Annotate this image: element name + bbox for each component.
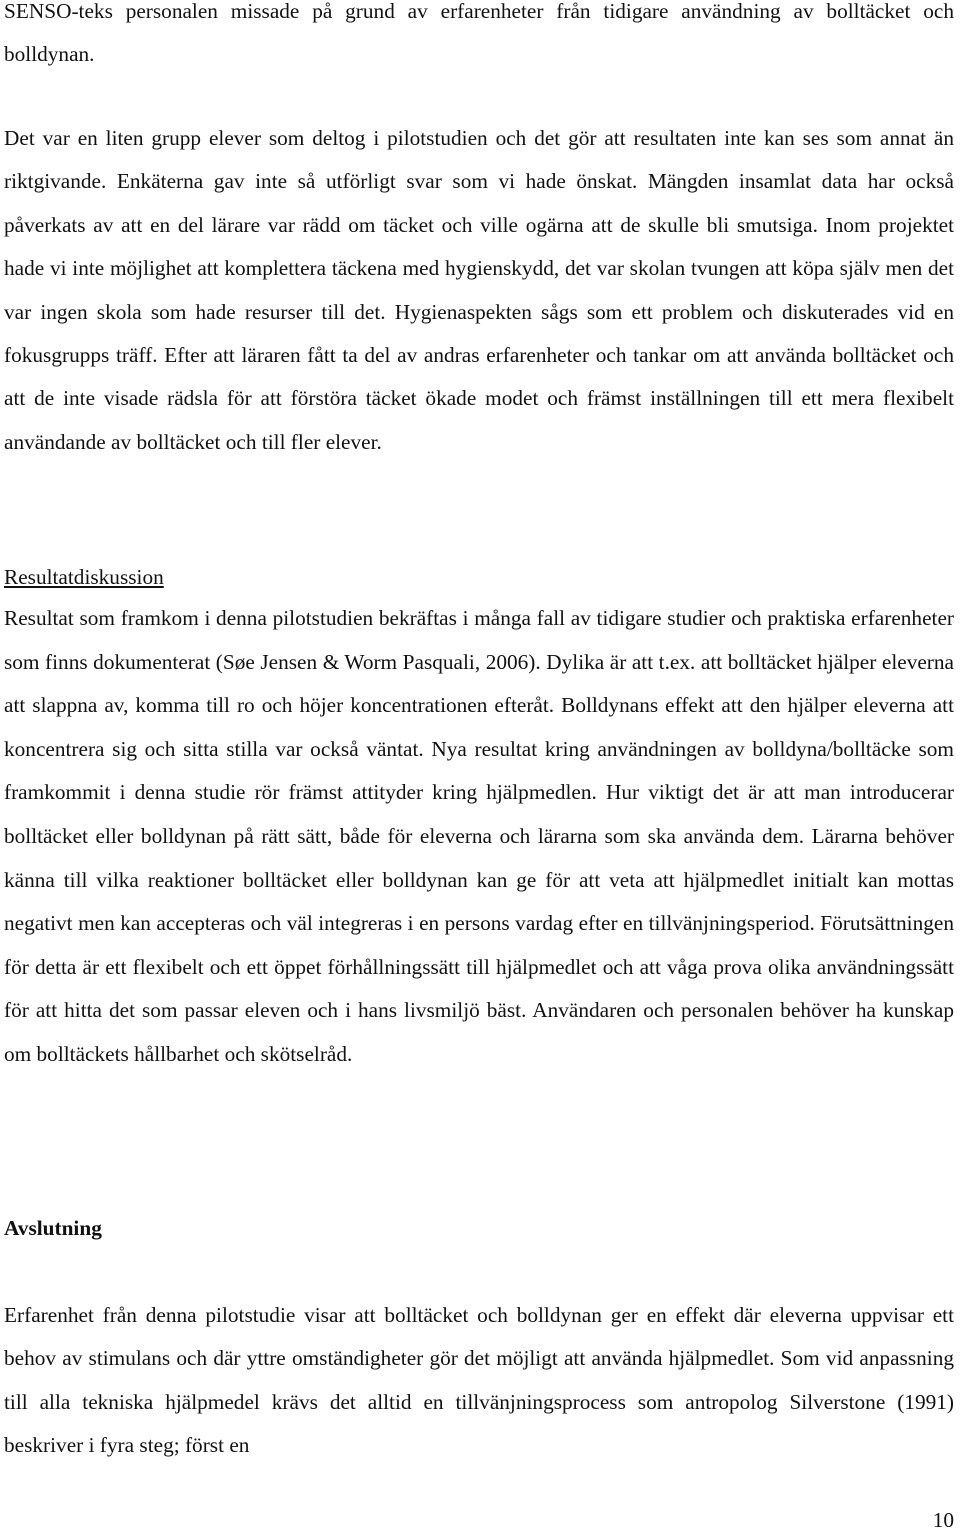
page-number: 10 bbox=[932, 1508, 954, 1532]
paragraph-senso-staff: SENSO-teks personalen missade på grund av erfarenheter från tidigare användning av bolltäcket och bolldynan. bbox=[4, 0, 954, 67]
paragraph-results-discussion: Resultat som framkom i denna pilotstudien bekräftas i många fall av tidigare studier och praktiska erfarenheter som finns dokumenterat (Søe Jensen & Worm Pasquali, 2006). Dylika är att t.ex. att bolltäcket hjälper eleverna att slappna av, komma till ro och höjer koncentrationen efteråt. Bolldynans effekt att den hjälper eleverna att koncentrera sig och sitta stilla var också väntat. Nya resultat kring användningen av bolldyna/bolltäcke som framkommit i denna studie rör främst attityder kring hjälpmedlen. Hur viktigt det är att man introducerar bolltäcket eller bolldynan på rätt sätt, både för eleverna och lärarna som ska använda dem. Lärarna behöver känna till vilka reaktioner bolltäcket eller bolldynan kan ge för att veta att hjälpmedlet initialt kan mottas negativt men kan accepteras och väl integreras i en persons vardag efter en tillvänjningsperiod. Förutsättningen för detta är ett flexibelt och ett öppet förhållningssätt till hjälpmedlet och att våga prova olika användningssätt för att hitta det som passar eleven och i hans livsmiljö bäst. Användaren och personalen behöver ha kunskap om bolltäckets hållbarhet och skötselråd. bbox=[4, 606, 954, 1066]
paragraph-conclusion: Erfarenhet från denna pilotstudie visar att bolltäcket och bolldynan ger en effekt där eleverna uppvisar ett behov av stimulans och där yttre omständigheter gör det möjligt att använda hjälpmedlet. Som vid anpassning till alla tekniska hjälpmedel krävs det alltid en tillvänjningsprocess som antropolog Silverstone (1991) beskriver i fyra steg; först en bbox=[4, 1303, 954, 1458]
paragraph-pilot-limitations: Det var en liten grupp elever som deltog i pilotstudien och det gör att resultaten inte kan ses som annat än riktgivande. Enkäterna gav inte så utförligt svar som vi hade önskat. Mängden insamlat data har också påverkats av att en del lärare var rädd om täcket och ville ogärna att de skulle bli smutsiga. Inom projektet hade vi inte möjlighet att komplettera täckena med hygienskydd, det var skolan tvungen att köpa själv men det var ingen skola som hade resurser till det. Hygienaspekten sågs som ett problem och diskuterades vid en fokusgrupps träff. Efter att läraren fått ta del av andras erfarenheter och tankar om att använda bolltäcket och att de inte visade rädsla för att förstöra täcket ökade modet och främst inställningen till ett mera flexibelt användande av bolltäcket och till fler elever. bbox=[4, 126, 954, 454]
heading-resultatdiskussion: Resultatdiskussion bbox=[4, 565, 164, 589]
heading-avslutning: Avslutning bbox=[4, 1216, 102, 1240]
